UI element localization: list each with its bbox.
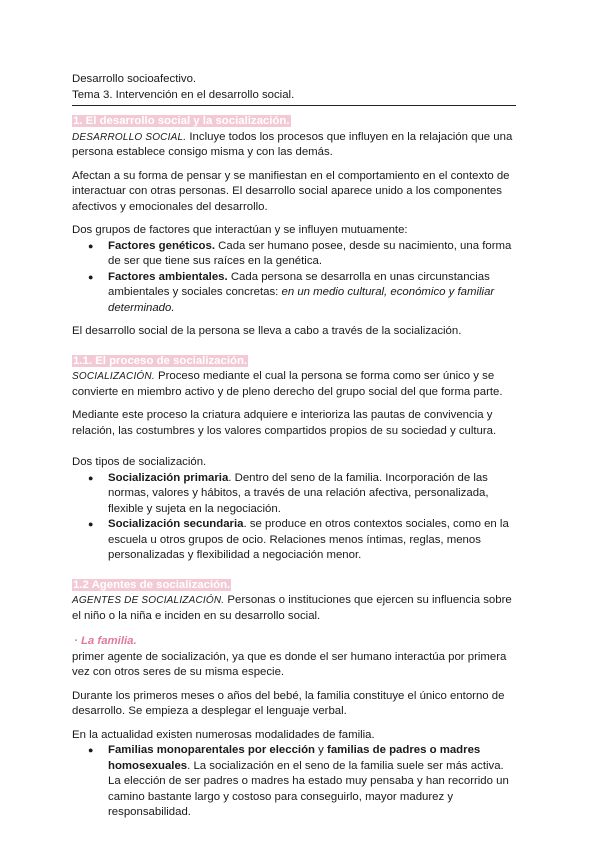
list-item: ● Socialización secundaria. se produce en otros contextos sociales, como en la escuela u otros grupos de ocio. Relaciones menos íntimas, reglas, menos personalizadas y flexibilidad a negociación menor. <box>108 517 516 564</box>
definition-term: AGENTES DE SOCIALIZACIÓN. <box>72 595 225 606</box>
paragraph: Mediante este proceso la criatura adquiere e interioriza las pautas de convivencia y relación, las costumbres y los valores compartidos propios de su sociedad y cultura. <box>72 409 497 437</box>
family-types-list <box>72 743 516 821</box>
document-page <box>72 72 516 829</box>
types-intro: Dos tipos de socialización. <box>72 456 207 468</box>
list-item: ● Familias monoparentales por elección y familias de padres o madres homosexuales. La socialización en el seno de la familia suele ser más activa. La elección de ser padres o madres ha estado muy pensaba y han recorrido un camino bastante largo y costoso para conseguirlo, mayor madurez y responsabilidad. <box>108 743 516 821</box>
section-1-1-heading: 1.1. El proceso de socialización. <box>73 354 248 367</box>
definition-socializacion: SOCIALIZACIÓN. Proceso mediante el cual la persona se forma como ser único y se convierte en miembro activo y de pleno derecho del grupo social del que forma parte. <box>72 370 503 398</box>
definition-agentes: AGENTES DE SOCIALIZACIÓN. Personas o instituciones que ejercen su influencia sobre el niño o la niña e inciden en su desarrollo social. <box>72 594 512 622</box>
topic-title: Tema 3. Intervención en el desarrollo social. <box>72 88 295 101</box>
paragraph: primer agente de socialización, ya que es donde el ser humano interactúa por primera vez con otros seres de su misma especie. <box>72 650 507 678</box>
factors-intro: Dos grupos de factores que interactúan y se influyen mutuamente: <box>72 224 408 236</box>
definition-term: DESARROLLO SOCIAL. <box>72 131 187 143</box>
list-item: ● Factores ambientales. Cada persona se desarrolla en unas circunstancias ambientales y sociales concretas: en un medio cultural, económico y familiar determinado. <box>108 270 516 317</box>
header-divider <box>72 105 516 106</box>
paragraph: Durante los primeros meses o años del bebé, la familia constituye el único entorno de desarrollo. Se empieza a desplegar el lenguaje verbal. <box>72 689 505 717</box>
course-title: Desarrollo socioafectivo. <box>72 73 197 85</box>
list-item: ● Socialización primaria. Dentro del seno de la familia. Incorporación de las normas, valores y hábitos, a través de una relación afectiva, personalizada, flexible y sujeta en la negociación. <box>108 471 516 518</box>
definition-desarrollo-social: DESARROLLO SOCIAL. Incluye todos los procesos que influyen en la relajación que una persona establece consigo misma y con las demás. <box>72 130 513 158</box>
definition-term: SOCIALIZACIÓN. <box>72 371 155 382</box>
paragraph: En la actualidad existen numerosas modalidades de familia. <box>72 728 375 741</box>
section-1-heading: 1. El desarrollo social y la socialización. <box>73 115 290 127</box>
list-item: ● Factores genéticos. Cada ser humano posee, desde su nacimiento, una forma de ser que tiene sus raíces en la genética. <box>108 239 516 270</box>
paragraph: Afectan a su forma de pensar y se manifiestan en el comportamiento en el contexto de interactuar con otras personas. El desarrollo social aparece unido a los componentes afectivos y emocionales del desarrollo. <box>72 169 510 213</box>
factors-list <box>72 239 516 317</box>
subheading-familia: · La familia. <box>74 635 137 647</box>
types-list <box>72 471 516 564</box>
section-1-2-heading: 1.2 Agentes de socialización. <box>73 578 231 591</box>
paragraph: El desarrollo social de la persona se lleva a cabo a través de la socialización. <box>72 325 462 337</box>
